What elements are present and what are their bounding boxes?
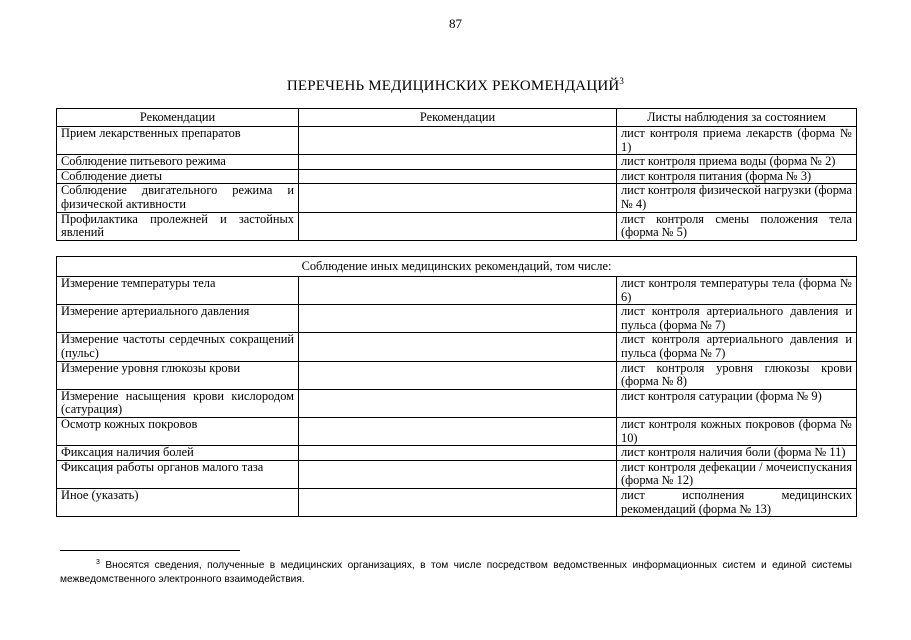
sheet-cell: лист контроля наличия боли (форма № 11) [617,446,857,461]
empty-cell [299,155,617,170]
footnote [60,556,852,587]
empty-cell [299,127,617,155]
table-row [57,361,857,389]
sheet-cell: лист контроля физической нагрузки (форма № 4) [617,184,857,212]
sheet-cell: лист контроля смены положения тела (форма № 5) [617,212,857,240]
recommendation-cell: Измерение уровня глюкозы крови [57,361,299,389]
sheet-cell: лист контроля питания (форма № 3) [617,169,857,184]
sheet-cell: лист контроля кожных покровов (форма № 10) [617,417,857,445]
empty-cell [299,488,617,516]
sheet-cell: лист контроля приема лекарств (форма № 1) [617,127,857,155]
table-header-row [57,109,857,127]
recommendation-cell: Фиксация работы органов малого таза [57,460,299,488]
table-row [57,127,857,155]
page-number: 87 [449,16,462,31]
table-row [57,389,857,417]
sheet-cell: лист контроля артериального давления и пульса (форма № 7) [617,333,857,361]
recommendations-table [56,108,857,241]
table-row [57,460,857,488]
empty-cell [299,361,617,389]
sheet-cell: лист контроля приема воды (форма № 2) [617,155,857,170]
sheet-cell: лист исполнения медицинских рекомендаций (форма № 13) [617,488,857,516]
title-text: ПЕРЕЧЕНЬ МЕДИЦИНСКИХ РЕКОМЕНДАЦИЙ [286,78,620,94]
other-recommendations-subheader: Соблюдение иных медицинских рекомендаций, том числе: [57,257,857,277]
table-row [57,488,857,516]
recommendation-cell: Иное (указать) [57,488,299,516]
table-row [57,446,857,461]
table-row [57,169,857,184]
sheet-cell: лист контроля дефекации / мочеиспускания (форма № 12) [617,460,857,488]
page-title [0,76,911,95]
empty-cell [299,333,617,361]
title-footnote-mark: 3 [619,76,625,86]
recommendation-cell: Фиксация наличия болей [57,446,299,461]
table-row [57,305,857,333]
column-header-observation-sheets: Листы наблюдения за состоянием [617,109,857,127]
recommendation-cell: Измерение частоты сердечных сокращений (пульс) [57,333,299,361]
other-recommendations-table [56,256,857,517]
table-row [57,212,857,240]
recommendation-cell: Соблюдение диеты [57,169,299,184]
column-header-recommendations: Рекомендации [57,109,299,127]
empty-cell [299,460,617,488]
empty-cell [299,184,617,212]
empty-cell [299,277,617,305]
sheet-cell: лист контроля уровня глюкозы крови (форма № 8) [617,361,857,389]
recommendation-cell: Измерение насыщения крови кислородом (сатурация) [57,389,299,417]
recommendation-cell: Соблюдение питьевого режима [57,155,299,170]
recommendation-cell: Измерение артериального давления [57,305,299,333]
column-header-recommendations-2: Рекомендации [299,109,617,127]
table-subheader-row [57,257,857,277]
recommendation-cell: Осмотр кожных покровов [57,417,299,445]
recommendation-cell: Прием лекарственных препаратов [57,127,299,155]
table-row [57,155,857,170]
empty-cell [299,212,617,240]
footnote-mark: 3 [96,559,100,566]
table-row [57,417,857,445]
footnote-text: Вносятся сведения, полученные в медицинских организациях, в том числе посредством ведомственных информационных систем и единой системы межведомственного электронного взаимодействия. [60,560,852,585]
sheet-cell: лист контроля температуры тела (форма № 6) [617,277,857,305]
empty-cell [299,446,617,461]
recommendation-cell: Измерение температуры тела [57,277,299,305]
table-row [57,277,857,305]
empty-cell [299,417,617,445]
sheet-cell: лист контроля сатурации (форма № 9) [617,389,857,417]
recommendation-cell: Профилактика пролежней и застойных явлений [57,212,299,240]
footnote-separator [60,550,240,551]
table-row [57,333,857,361]
recommendation-cell: Соблюдение двигательного режима и физической активности [57,184,299,212]
empty-cell [299,305,617,333]
empty-cell [299,169,617,184]
sheet-cell: лист контроля артериального давления и пульса (форма № 7) [617,305,857,333]
table-row [57,184,857,212]
empty-cell [299,389,617,417]
